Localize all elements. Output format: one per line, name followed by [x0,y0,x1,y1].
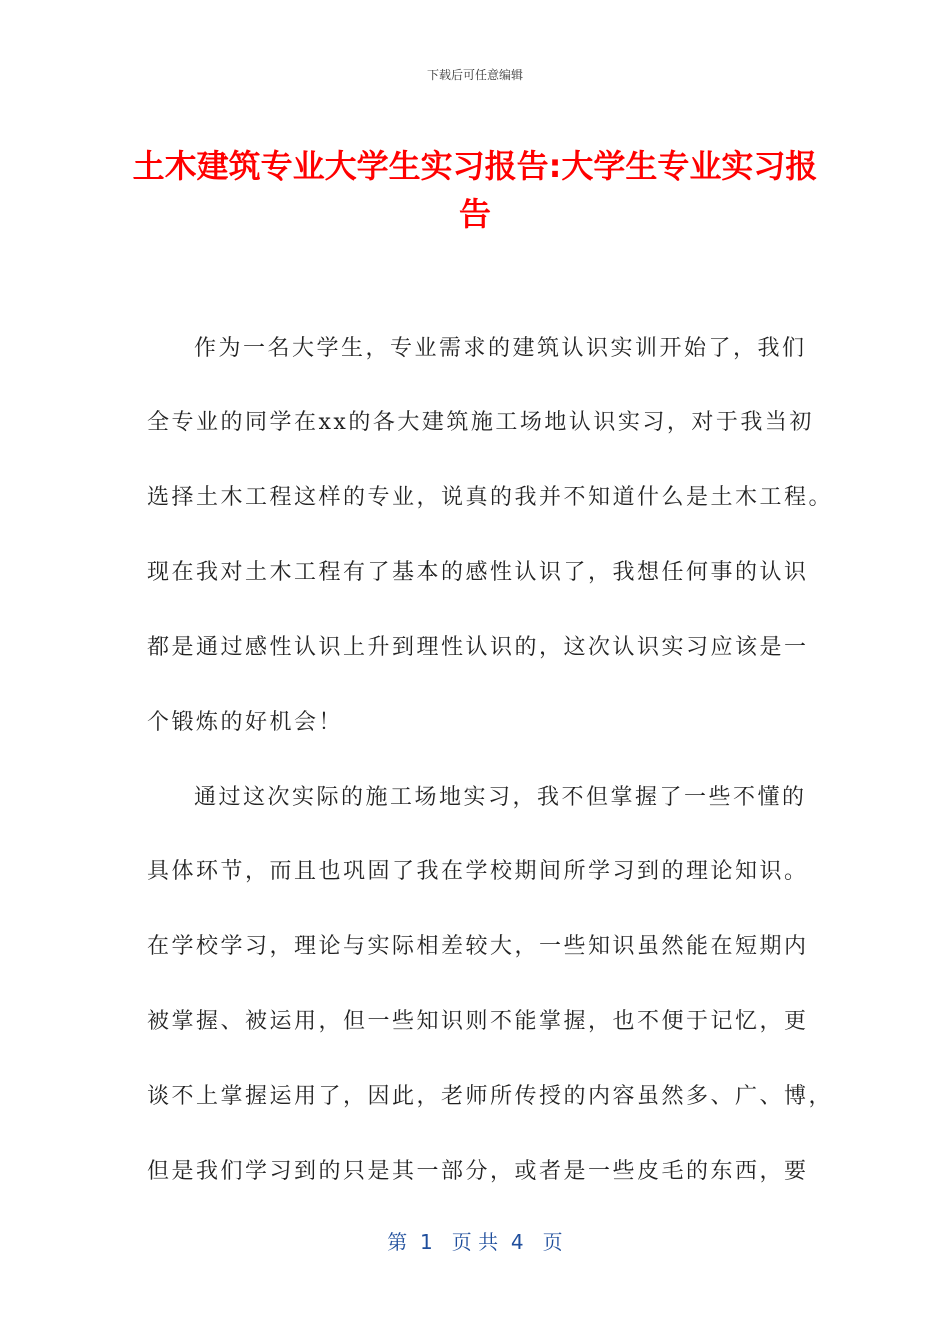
paragraph-line: 被掌握、被运用，但一些知识则不能掌握，也不便于记忆，更 [147,1009,809,1034]
paragraph-line: 但是我们学习到的只是其一部分，或者是一些皮毛的东西，要 [147,1159,809,1184]
paragraph-line: 在学校学习，理论与实际相差较大，一些知识虽然能在短期内 [147,934,809,959]
paragraph-line: 作为一名大学生，专业需求的建筑认识实训开始了，我们 [194,336,807,361]
paragraph-line: 谈不上掌握运用了，因此，老师所传授的内容虽然多、广、博， [147,1084,834,1109]
header-note: 下载后可任意编辑 [426,68,523,82]
document-title: 土木建筑专业大学生实习报告:大学生专业实习报告 [132,147,818,233]
page-number-footer: 第 1 页 共 4 页 [387,1230,563,1254]
paragraph-line: 都是通过感性认识上升到理性认识的，这次认识实习应该是一 [147,635,809,660]
paragraph-line: 现在我对土木工程有了基本的感性认识了，我想任何事的认识 [147,560,809,585]
paragraph-line: 具体环节，而且也巩固了我在学校期间所学习到的理论知识。 [147,859,809,884]
paragraph-line: 通过这次实际的施工场地实习，我不但掌握了一些不懂的 [194,785,807,810]
paragraph-line: 选择土木工程这样的专业，说真的我并不知道什么是土木工程。 [147,485,834,510]
paragraph-line: 个锻炼的好机会！ [147,710,344,735]
paragraph-line: 全专业的同学在xx的各大建筑施工场地认识实习，对于我当初 [147,410,814,435]
